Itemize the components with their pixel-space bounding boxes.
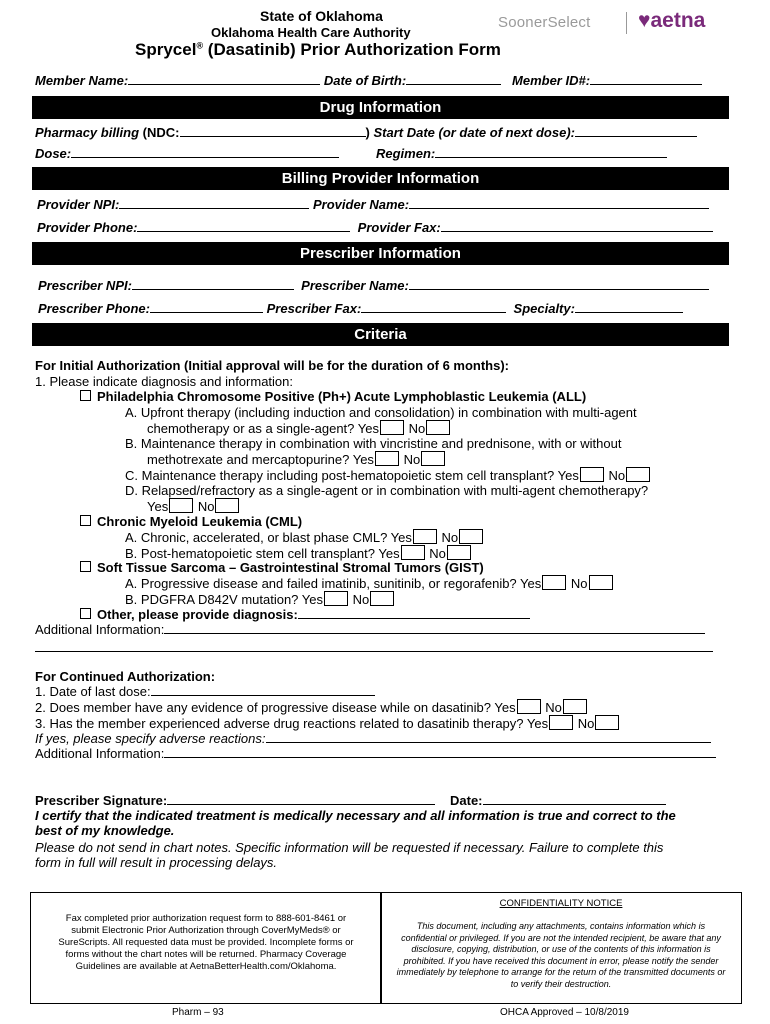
- all-a-line1: A. Upfront therapy (including induction and consolidation) in combination with multi-agent: [125, 405, 637, 420]
- drug-info-header: Drug Information: [32, 96, 729, 119]
- page-title: Sprycel® (Dasatinib) Prior Authorization Form: [135, 40, 501, 59]
- all-checkbox[interactable]: [80, 390, 91, 401]
- gist-a-line: A. Progressive disease and failed imatinib, sunitinib, or regorafenib? Yes No: [125, 575, 614, 591]
- notes-text-2: form in full will result in processing delays.: [35, 855, 278, 870]
- provider-phone-field[interactable]: [137, 220, 350, 232]
- additional-info-line-2[interactable]: [35, 651, 713, 652]
- all-c-no-box[interactable]: [626, 467, 650, 482]
- gist-a-yes-box[interactable]: [542, 575, 566, 590]
- confidentiality-box: [380, 892, 742, 1004]
- provider-line-1: Provider NPI: Provider Name:: [37, 197, 709, 212]
- member-name-field[interactable]: [128, 73, 320, 85]
- prescriber-fax-field[interactable]: [361, 301, 506, 313]
- prescriber-npi-field[interactable]: [132, 278, 294, 290]
- header-authority: Oklahoma Health Care Authority: [211, 25, 411, 40]
- regimen-field[interactable]: [435, 146, 667, 158]
- additional-info-line-3: Additional Information:: [35, 746, 716, 761]
- notes-text-1: Please do not send in chart notes. Specific information will be requested if necessary. Failure to complete this: [35, 840, 664, 855]
- all-b-yes-box[interactable]: [375, 451, 399, 466]
- gist-a-no-box[interactable]: [589, 575, 613, 590]
- confidentiality-body: This document, including any attachments, contains information which is confidential or privileged. If you are not the intended recipient, be aware that any disclosure, copying, distribution, or use of the contents of this information is prohibited. If you have received this document in error, please notify the sender immediately by telephone to arrange for the return of the transmitted documents or to verify their destruction.: [396, 921, 726, 989]
- cml-b-no-box[interactable]: [447, 545, 471, 560]
- adverse-reactions-line: If yes, please specify adverse reactions:: [35, 731, 711, 746]
- adverse-no-box[interactable]: [595, 715, 619, 730]
- cml-b-line: B. Post-hematopoietic stem cell transplant? Yes No: [125, 545, 472, 561]
- provider-fax-field[interactable]: [441, 220, 713, 232]
- all-d-no-box[interactable]: [215, 498, 239, 513]
- all-d-line1: D. Relapsed/refractory as a single-agent or in combination with multi-agent chemotherapy?: [125, 483, 649, 498]
- signature-field[interactable]: [167, 793, 435, 805]
- dose-field[interactable]: [71, 146, 339, 158]
- question-1: 1. Please indicate diagnosis and information:: [35, 374, 293, 389]
- all-b-no-box[interactable]: [421, 451, 445, 466]
- fax-instructions-text: Fax completed prior authorization request form to 888-601-8461 or submit Electronic Prior Authorization through CoverMyMeds® or SureScripts. All requested data must be provided. Incomplete forms or forms without the chart notes will be returned. Pharmacy Coverage Guidelines are available at AetnaBetterHealth.com/Oklahoma.: [58, 913, 354, 972]
- pharmacy-billing-line: Pharmacy billing (NDC: ) Start Date (or date of next dose):: [35, 125, 697, 140]
- prescriber-info-header: Prescriber Information: [32, 242, 729, 265]
- additional-info-field[interactable]: [164, 622, 705, 634]
- criteria-header: Criteria: [32, 323, 729, 346]
- other-diagnosis-field[interactable]: [298, 607, 530, 619]
- certify-text-2: best of my knowledge.: [35, 823, 175, 838]
- signature-date-field[interactable]: [483, 793, 666, 805]
- cml-a-no-box[interactable]: [459, 529, 483, 544]
- start-date-field[interactable]: [575, 125, 697, 137]
- header-state: State of Oklahoma: [260, 8, 383, 24]
- prescriber-line-1: Prescriber NPI: Prescriber Name:: [38, 278, 709, 293]
- certify-text-1: I certify that the indicated treatment is medically necessary and all information is true and correct to the: [35, 808, 676, 823]
- gist-b-yes-box[interactable]: [324, 591, 348, 606]
- provider-line-2: Provider Phone: Provider Fax:: [37, 220, 713, 235]
- dob-field[interactable]: [406, 73, 501, 85]
- form-code: Pharm – 93: [172, 1007, 224, 1018]
- progression-yes-box[interactable]: [517, 699, 541, 714]
- other-checkbox[interactable]: [80, 608, 91, 619]
- sooner-select-logo: SoonerSelect: [498, 14, 591, 31]
- provider-name-field[interactable]: [409, 197, 709, 209]
- continued-q1: 1. Date of last dose:: [35, 684, 375, 699]
- progression-no-box[interactable]: [563, 699, 587, 714]
- date-line: Date:: [450, 793, 666, 808]
- all-b-line1: B. Maintenance therapy in combination with vincristine and prednisone, with or without: [125, 436, 622, 451]
- continued-q3: 3. Has the member experienced adverse drug reactions related to dasatinib therapy? Yes No: [35, 715, 620, 731]
- adverse-yes-box[interactable]: [549, 715, 573, 730]
- dose-line: Dose:: [35, 146, 339, 161]
- option-cml[interactable]: Chronic Myeloid Leukemia (CML): [80, 514, 302, 529]
- initial-auth-heading: For Initial Authorization (Initial approval will be for the duration of 6 months):: [35, 358, 510, 373]
- gist-b-line: B. PDGFRA D842V mutation? Yes No: [125, 591, 395, 607]
- additional-info-line: Additional Information:: [35, 622, 705, 637]
- cml-a-line: A. Chronic, accelerated, or blast phase CML? Yes No: [125, 529, 484, 545]
- all-d-yes-box[interactable]: [169, 498, 193, 513]
- ndc-field[interactable]: [180, 125, 366, 137]
- logo-divider: [626, 12, 627, 34]
- signature-line: Prescriber Signature:: [35, 793, 435, 808]
- specialty-field[interactable]: [575, 301, 683, 313]
- regimen-line: Regimen:: [376, 146, 667, 161]
- all-c-line: C. Maintenance therapy including post-hematopoietic stem cell transplant? Yes No: [125, 467, 651, 483]
- provider-npi-field[interactable]: [119, 197, 309, 209]
- continued-q2: 2. Does member have any evidence of progressive disease while on dasatinib? Yes No: [35, 699, 588, 715]
- prescriber-name-field[interactable]: [409, 278, 709, 290]
- aetna-logo: ♥aetna: [638, 9, 706, 32]
- cml-checkbox[interactable]: [80, 515, 91, 526]
- prescriber-phone-field[interactable]: [150, 301, 263, 313]
- billing-provider-header: Billing Provider Information: [32, 167, 729, 190]
- all-a-line2: chemotherapy or as a single-agent? Yes No: [147, 420, 451, 436]
- prescriber-line-2: Prescriber Phone: Prescriber Fax: Specialty:: [38, 301, 683, 316]
- cml-a-yes-box[interactable]: [413, 529, 437, 544]
- additional-info-field-2[interactable]: [164, 746, 716, 758]
- all-a-yes-box[interactable]: [380, 420, 404, 435]
- option-all[interactable]: Philadelphia Chromosome Positive (Ph+) Acute Lymphoblastic Leukemia (ALL): [80, 389, 586, 404]
- confidentiality-title: CONFIDENTIALITY NOTICE: [499, 898, 623, 909]
- all-b-line2: methotrexate and mercaptopurine? Yes No: [147, 451, 446, 467]
- option-other[interactable]: Other, please provide diagnosis:: [80, 607, 530, 622]
- gist-b-no-box[interactable]: [370, 591, 394, 606]
- member-line: Member Name: Date of Birth: Member ID#:: [35, 73, 702, 88]
- cml-b-yes-box[interactable]: [401, 545, 425, 560]
- adverse-reactions-field[interactable]: [266, 731, 711, 743]
- all-c-yes-box[interactable]: [580, 467, 604, 482]
- approval-date: OHCA Approved – 10/8/2019: [500, 1007, 629, 1018]
- member-id-field[interactable]: [590, 73, 702, 85]
- continued-auth-heading: For Continued Authorization:: [35, 669, 216, 684]
- option-gist[interactable]: Soft Tissue Sarcoma – Gastrointestinal Stromal Tumors (GIST): [80, 560, 484, 575]
- last-dose-field[interactable]: [151, 684, 375, 696]
- fax-instructions-box: [30, 892, 382, 1004]
- all-d-line2: Yes No: [147, 498, 240, 514]
- all-a-no-box[interactable]: [426, 420, 450, 435]
- gist-checkbox[interactable]: [80, 561, 91, 572]
